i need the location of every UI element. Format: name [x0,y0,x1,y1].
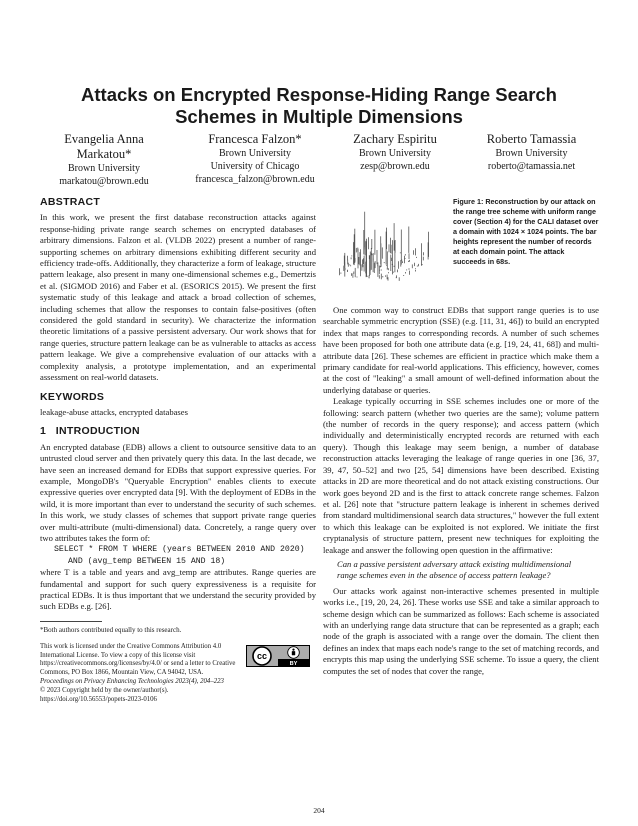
intro-heading: 1 INTRODUCTION [40,425,140,438]
author-email: markatou@brown.edu [59,176,149,187]
author-2 [185,132,325,186]
left-column [40,197,316,704]
intro-paragraph-2: where T is a table and years and avg_temp are attributes. Range queries are fundamental and support for such query expressiveness is a requisite for practical EDBs. It is thus important that we understand the security provided by such EDBs e.g. [26]. [40,567,316,612]
author-name: Roberto Tamassia [486,132,577,146]
by-label: BY [289,661,298,667]
cc-label: cc [256,651,268,662]
author-name: Zachary Espiritu [353,132,437,146]
author-name: Francesca Falzon* [208,132,302,146]
copyright-text: © 2023 Copyright held by the owner/author(s). [40,686,169,694]
venue-text: Proceedings on Privacy Enhancing Technologies 2023(4), 204–223 [40,678,224,685]
keywords-heading: KEYWORDS [40,390,105,403]
paper-title: Attacks on Encrypted Response-Hiding Range Search Schemes in Multiple Dimensions [81,84,557,127]
author-affiliation: Brown University [359,148,431,159]
author-email: roberto@tamassia.net [487,161,576,172]
reconstruction-3d-bar-plot [323,197,443,293]
abstract-heading: ABSTRACT [40,196,101,208]
sql-code-line-2: AND (avg_temp BETWEEN 15 AND 18) [68,556,226,566]
figure-caption: Figure 1: Reconstruction by our attack on the range tree scheme with uniform range cover (Section 4) for the CALI dataset over a domain with 1024 × 1024 points. The bar heights represent the number of records at each domain point. The attack succeeds in 68s. [453,197,599,266]
footnote: *Both authors contributed equally to this research. [40,625,182,634]
right-paragraph-2: Leakage typically occurring in SSE schemes includes one or more of the following: search pattern (whether two queries are the same); volume pattern (the number of records in the query response); and access pattern (which individually and deterministically encrypted records are returned with each query). Though this leakage may seem benign, a number of database reconstruction attacks leveraging the leakage of range queries in one [36, 37, 39, 47, 50–52] and two [25, 54] dimensions have been described. Existing attacks in 2D are more theoretical and do not attack existing constructions. Our work goes beyond 2D and is the first to attack concrete range schemes. Falzon et al. [26] note that "structure pattern leakage is inherent in schemes derived from standard multidimensional search data structures," however the full extent to which this leakage can be exploited is not explored. We initiate the first cryptanalysis of structure pattern, present new techniques for exploiting the leakage and answer the following open question in the affirmative: [323,396,599,555]
right-paragraph-1: One common way to construct EDBs that support range queries is to use searchable symmetric encryption (SSE) (e.g. [11, 31, 46]) to build an encrypted index that maps ranges to corresponding records. A number of such schemes have been proposed for both one attribute data (e.g. [19, 24, 41, 68]) and multi-attribute data [26]. These schemes are efficient in practice which make them a primary candidate for real-world applications. This efficiency, however, comes at the cost of "leaking" a small amount of well-defined information about the underlying database or queries. [323,305,599,395]
right-column [323,197,599,677]
footnote-rule [40,621,102,622]
author-affiliation: Brown University University of Chicago [210,148,300,172]
author-email: zesp@brown.edu [360,161,430,172]
license-text: This work is licensed under the Creative Commons Attribution 4.0 International License. To view a copy of this license visit https://creativecommons.org/licenses/by/4.0/ or send a letter to Creative Commons, PO Box 1866, Mountain View, CA 94042, USA. [40,642,236,677]
keywords-text: leakage-abuse attacks, encrypted databases [40,406,188,417]
research-question: Can a passive persistent adversary attack existing multidimensional range schemes even in the absence of access pattern leakage? [337,558,572,581]
author-name: Evangelia Anna Markatou* [64,132,144,161]
author-email: francesca_falzon@brown.edu [195,174,315,185]
abstract-text: In this work, we present the first database reconstruction attacks against response-hiding private range search schemes on encrypted databases of arbitrary dimensions. Falzon et al. (VLDB 2022) present a number of range-supporting schemes on arbitrary dimensions exhibiting different security and efficiency trade-offs. Additionally, they characterize a form of leakage, structure pattern leakage, also present in many one-dimensional schemes e.g., Demertzis et al. (SIGMOD 2016) and Faber et al. (ESORICS 2015). We present the first systematic study of this leakage and attack a broad collection of schemes, including schemes that allow the responses to contain false-positives (often considered the gold standard in security). We characterize the information theoretic limitations of a passive persistent adversary. Our work shows that for range queries, structure pattern leakage can be as vulnerable to attacks as access pattern leakage. We give a comprehensive evaluation of our attacks with a complexity analysis, a prototype implementation, and an experimental assessment on real-world datasets. [40,212,316,383]
intro-paragraph-1: An encrypted database (EDB) allows a client to outsource sensitive data to an untrusted cloud server and then privately query this data. In the last decade, we have seen an increased demand for EDBs that support expressive queries. For example, MongoDB's "Queryable Encryption" enables clients to execute expressive queries over encrypted data [9]. With the deployment of EDBs in the wild, it is more important than ever to understand the security of such schemes. In this work, we study classes of schemes that support private range queries over multi-attribute (multi-dimensional) data. Concretely, a range query over two attributes takes the form of: [40,441,316,543]
author-4 [465,132,598,173]
page-number: 204 [313,806,325,815]
cc-by-badge-icon [246,645,310,667]
right-paragraph-3: Our attacks work against non-interactive schemes presented in multiple works i.e., [19, 20, 24, 26]. These works use SSE and take a similar approach to scheme design which can be summarized as follows: Each scheme is associated with an underlying range data structure that can be represented as a graph; each node of the graph is associated with a range over the domain. The client then defines an index that maps each node's range to the set of matching records, and encrypts this map using the underlying SSE scheme. To issue a query, the client computes the set of nodes that cover the range, [323,585,599,676]
sql-code-line-1: SELECT * FROM T WHERE (years BETWEEN 2010 AND 2020) [54,545,305,555]
author-1 [40,132,168,188]
author-affiliation: Brown University [495,148,568,159]
license-block [40,643,316,705]
doi-link[interactable]: https://doi.org/10.56553/popets-2023-0106 [40,695,157,703]
author-affiliation: Brown University [68,163,140,174]
author-3 [335,132,455,173]
figure-1 [323,197,599,297]
